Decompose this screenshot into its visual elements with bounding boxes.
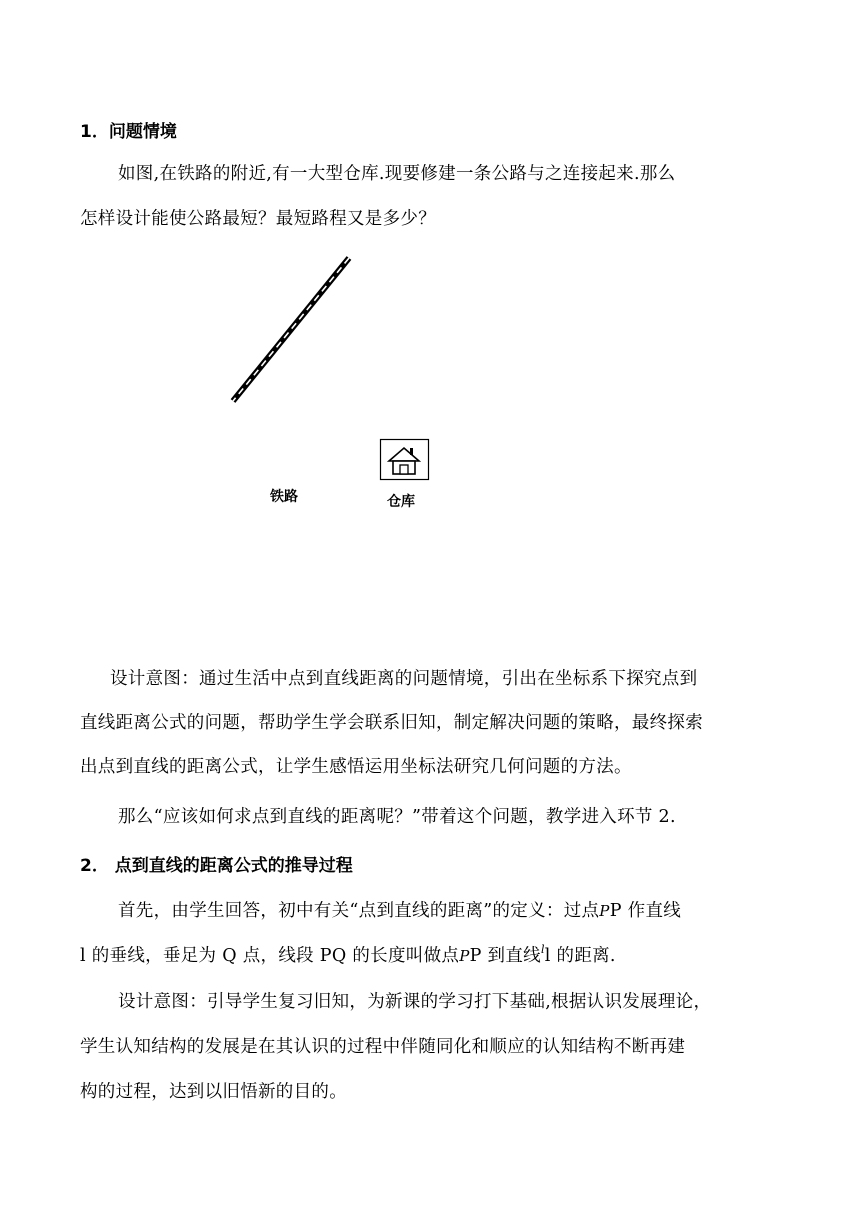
warehouse-label: 仓库 — [387, 494, 415, 510]
design-intent-1-line-3: 出点到直线的距离公式，让学生感悟运用坐标法研究几何问题的方法。 — [80, 757, 632, 777]
variable-p: P — [599, 902, 610, 920]
variable-l: l — [540, 943, 545, 956]
design-intent-1-line-2: 直线距离公式的问题，帮助学生学会联系旧知，制定解决问题的策略，最终探索 — [80, 713, 703, 733]
design-intent-2-line-2: 学生认知结构的发展是在其认识的过程中伴随同化和顺应的认知结构不断再建 — [80, 1037, 686, 1057]
design-intent-2-line-3: 构的过程，达到以旧悟新的目的。 — [80, 1082, 347, 1102]
definition-text: P 到直线 — [469, 946, 541, 966]
definition-line-2 — [80, 942, 616, 967]
railway-label: 铁路 — [270, 489, 298, 505]
problem-paragraph-line-2: 怎样设计能使公路最短？最短路程又是多少？ — [80, 209, 436, 229]
definition-text: l 的垂线，垂足为 Q 点，线段 PQ 的长度叫做点 — [80, 946, 460, 966]
design-intent-1-line-1: 设计意图：通过生活中点到直线距离的问题情境，引出在坐标系下探究点到 — [110, 669, 698, 689]
design-intent-2-line-1: 设计意图：引导学生复习旧知，为新课的学习打下基础,根据认识发展理论， — [118, 992, 712, 1012]
transition-line: 那么“应该如何求点到直线的距离呢？”带着这个问题，教学进入环节 2. — [118, 807, 676, 827]
definition-line-1 — [118, 897, 681, 922]
section-2-heading: 2． 点到直线的距离公式的推导过程 — [80, 856, 353, 876]
section-1-heading: 1．问题情境 — [80, 122, 177, 142]
definition-text: l 的距离. — [544, 946, 616, 966]
definition-text: P 作直线 — [609, 901, 682, 921]
variable-p: P — [459, 947, 470, 965]
problem-paragraph-line-1: 如图,在铁路的附近,有一大型仓库.现要修建一条公路与之连接起来.那么 — [118, 164, 676, 184]
definition-text: 首先，由学生回答，初中有关“点到直线的距离”的定义：过点 — [118, 901, 600, 921]
house-icon — [380, 439, 430, 481]
